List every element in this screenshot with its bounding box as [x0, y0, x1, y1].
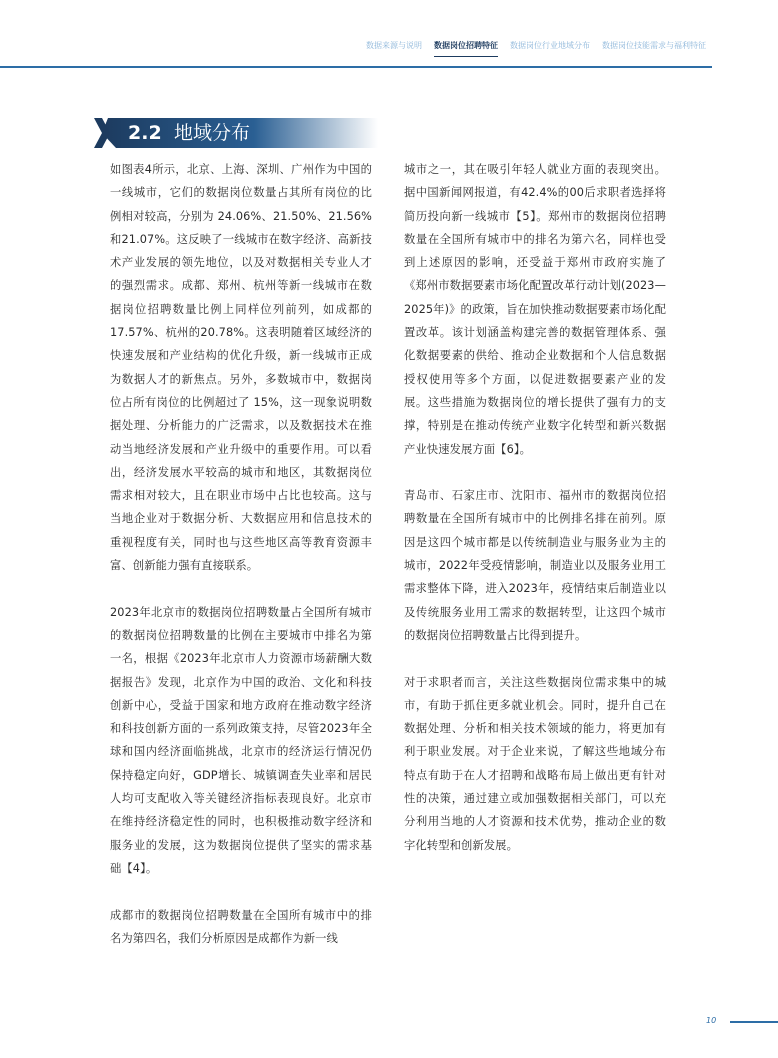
tab-skills-benefits[interactable]: 数据岗位技能需求与福利特征 — [602, 41, 706, 50]
paragraph: 青岛市、石家庄市、沈阳市、福州市的数据岗位招聘数量在全国所有城市中的比例排名排在前列。原因是这四个城市都是以传统制造业与服务业为主的城市，2022年受疫情影响，制造业以及服务业用工需求整体下降，进入2023年，疫情结束后制造业以及传统服务业用工需求的数据转型，让这四个城市的数据岗位招聘数量占比得到提升。 — [404, 489, 666, 642]
footer-divider — [730, 1021, 778, 1023]
paragraph: 成都市的数据岗位招聘数量在全国所有城市中的排名为第四名，我们分析原因是成都作为新一线 — [110, 908, 372, 945]
tab-recruitment-features[interactable]: 数据岗位招聘特征 — [434, 40, 498, 57]
paragraph: 如图表4所示，北京、上海、深圳、广州作为中国的一线城市，它们的数据岗位数量占其所有岗位的比例相对较高，分别为 24.06%、21.50%、21.56%和21.07%。这反映了一线城市在数字经济、高新技术产业发展的领先地位，以及对数据相关专业人才的强烈需求。成都、郑州、杭州等新一线城市在数据岗位招聘数量比例上同样位列前列，如成都的17.57%、杭州的20.78%。这表明随着区域经济的快速发展和产业结构的优化升级，新一线城市正成为数据人才的新焦点。另外，多数城市中，数据岗位占所有岗位的比例超过了 15%，这一现象说明数据处理、分析能力的广泛需求，以及数据技术在推动当地经济发展和产业升级中的重要作用。可以看出，经济发展水平较高的城市和地区，其数据岗位需求相对较大，且在职业市场中占比也较高。这与当地企业对于数据分析、大数据应用和信息技术的重视程度有关，同时也与这些地区高等教育资源丰富、创新能力强有直接联系。 — [110, 163, 372, 573]
left-column — [110, 158, 372, 973]
top-navigation — [366, 40, 706, 57]
section-heading — [94, 118, 378, 148]
paragraph: 2023年北京市的数据岗位招聘数量占全国所有城市的数据岗位招聘数量的比例在主要城市中排名为第一名，根据《2023年北京市人力资源市场薪酬大数据报告》发现，北京作为中国的政治、文化和科技创新中心，受益于国家和地方政府在推动数字经济和科技创新方面的一系列政策支持，尽管2023年全球和国内经济面临挑战，北京市的经济运行情况仍保持稳定向好，GDP增长、城镇调查失业率和居民人均可支配收入等关键经济指标表现良好。北京市在维持经济稳定性的同时，也积极推动数字经济和服务业的发展，这为数据岗位提供了坚实的需求基础【4】。 — [110, 605, 372, 875]
right-column — [404, 158, 666, 880]
paragraph: 城市之一，其在吸引年轻人就业方面的表现突出。据中国新闻网报道，有42.4%的00后求职者选择将简历投向新一线城市【5】。郑州市的数据岗位招聘数量在全国所有城市中的排名为第六名，同样也受到上述原因的影响，还受益于郑州市政府实施了《郑州市数据要素市场化配置改革行动计划(2023—2025年)》的政策，旨在加快推动数据要素市场化配置改革。该计划涵盖构建完善的数据管理体系、强化数据要素的供给、推动企业数据和个人信息数据授权使用等多个方面，以促进数据要素产业的发展。这些措施为数据岗位的增长提供了强有力的支撑，特别是在推动传统产业数字化转型和新兴数据产业快速发展方面【6】。 — [404, 163, 666, 456]
section-title: 地域分布 — [174, 122, 251, 144]
section-number: 2.2 — [128, 122, 162, 144]
header-divider — [0, 66, 712, 68]
tab-industry-region[interactable]: 数据岗位行业地域分布 — [510, 41, 590, 50]
page-number: 10 — [706, 1016, 717, 1025]
tab-data-sources[interactable]: 数据来源与说明 — [366, 41, 422, 50]
paragraph: 对于求职者而言，关注这些数据岗位需求集中的城市，有助于抓住更多就业机会。同时，提升自己在数据处理、分析和相关技术领域的能力，将更加有利于职业发展。对于企业来说，了解这些地域分布特点有助于在人才招聘和战略布局上做出更有针对性的决策，通过建立或加强数据相关部门，可以充分利用当地的人才资源和技术优势，推动企业的数字化转型和创新发展。 — [404, 675, 666, 852]
